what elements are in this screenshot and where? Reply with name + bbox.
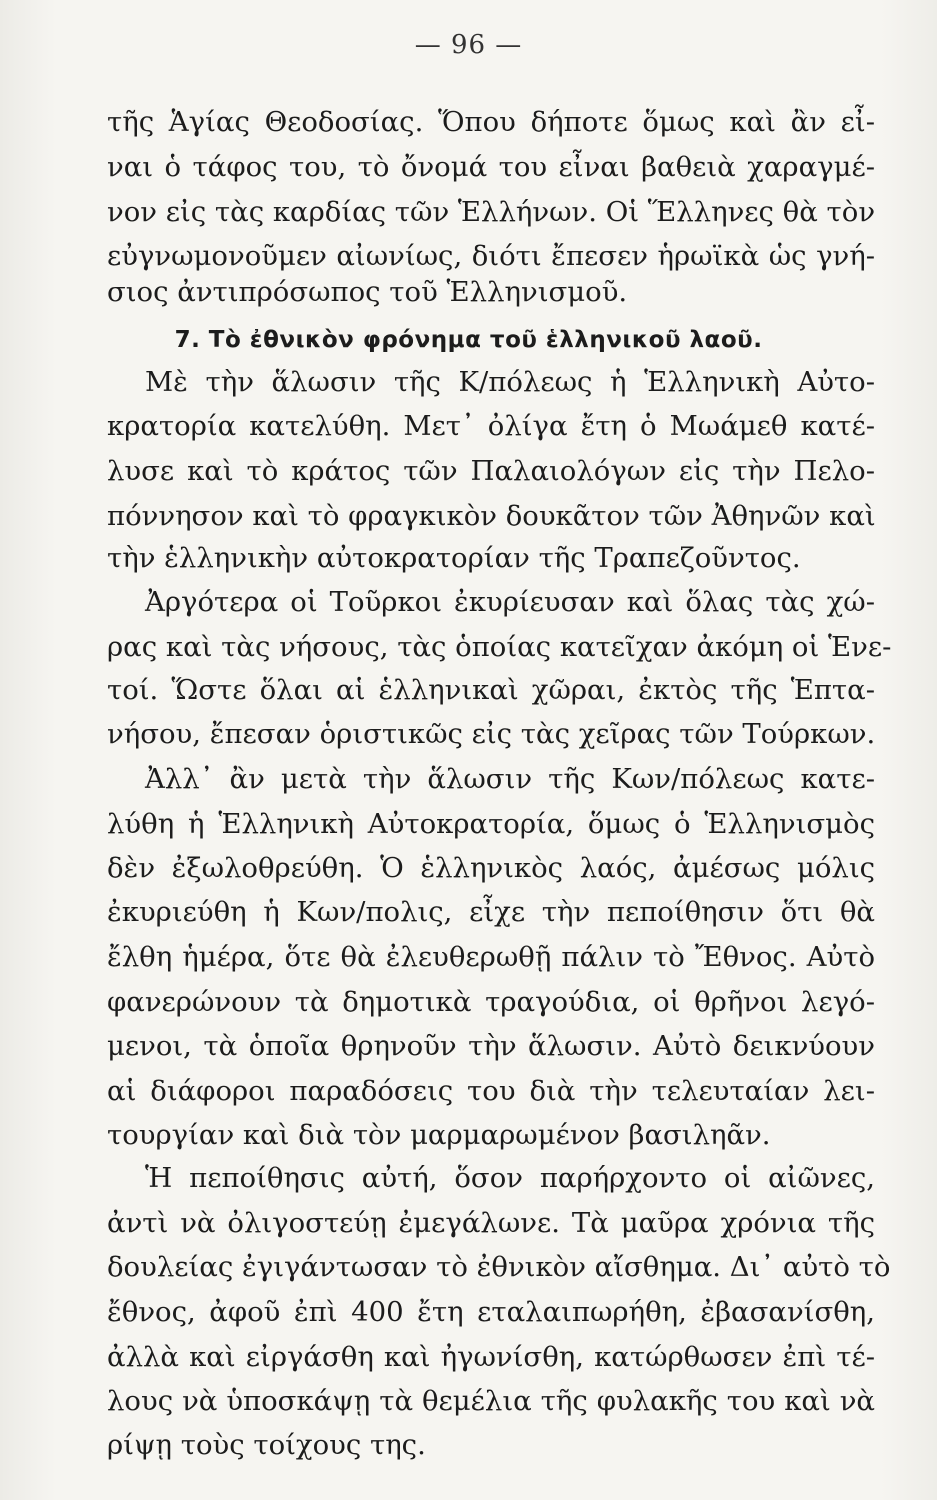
text-line: Ἀργότερα οἱ Τοῦρκοι ἐκυρίευσαν καὶ ὅλας τὰς χώ- — [145, 586, 875, 618]
text-line: λυσε καὶ τὸ κράτος τῶν Παλαιολόγων εἰς τὴν Πελο- — [107, 455, 875, 487]
text-line: νήσου, ἔπεσαν ὁριστικῶς εἰς τὰς χεῖρας τῶν Τούρκων. — [107, 718, 876, 750]
text-line: σιος ἀντιπρόσωπος τοῦ Ἑλληνισμοῦ. — [107, 276, 628, 308]
page-number: — 96 — — [414, 30, 523, 60]
text-line: ἔθνος, ἀφοῦ ἐπὶ 400 ἔτη εταλαιπωρήθη, ἐβασανίσθη, — [107, 1296, 875, 1328]
text-line: φανερώνουν τὰ δημοτικὰ τραγούδια, οἱ θρῆνοι λεγό- — [107, 986, 875, 1018]
text-line: ἔλθη ἡμέρα, ὅτε θὰ ἐλευθερωθῇ πάλιν τὸ Ἔθνος. Αὐτὸ — [107, 941, 875, 973]
text-line: Ἡ πεποίθησις αὐτή, ὅσον παρήρχοντο οἱ αἰῶνες, — [145, 1162, 875, 1194]
text-line: τὴν ἑλληνικὴν αὐτοκρατορίαν τῆς Τραπεζοῦντος. — [107, 542, 801, 574]
text-line: λους νὰ ὑποσκάψῃ τὰ θεμέλια τῆς φυλακῆς του καὶ νὰ — [107, 1385, 875, 1417]
text-line: ἀλλὰ καὶ εἰργάσθη καὶ ἠγωνίσθη, κατώρθωσεν ἐπὶ τέ- — [107, 1341, 875, 1373]
text-line: τουργίαν καὶ διὰ τὸν μαρμαρωμένον βασιληᾶν. — [107, 1119, 771, 1151]
text-line: ρας καὶ τὰς νήσους, τὰς ὁποίας κατεῖχαν ἀκόμη οἱ Ἑνε- — [107, 631, 892, 663]
text-line: δὲν ἐξωλοθρεύθη. Ὁ ἑλληνικὸς λαός, ἀμέσως μόλις — [107, 852, 875, 884]
text-line: τοί. Ὥστε ὅλαι αἱ ἑλληνικαὶ χῶραι, ἐκτὸς τῆς Ἑπτα- — [107, 674, 875, 706]
text-line: ναι ὁ τάφος του, τὸ ὄνομά του εἶναι βαθειὰ χαραγμέ- — [107, 151, 875, 183]
text-line: νον εἰς τὰς καρδίας τῶν Ἑλλήνων. Οἱ Ἕλληνες θὰ τὸν — [107, 196, 876, 228]
text-line: μενοι, τὰ ὁποῖα θρηνοῦν τὴν ἅλωσιν. Αὐτὸ δεικνύουν — [107, 1030, 875, 1062]
text-line: εὐγνωμονοῦμεν αἰωνίως, διότι ἔπεσεν ἡρωϊκὰ ὡς γνή- — [107, 240, 875, 272]
text-line: κρατορία κατελύθη. Μετ᾿ ὀλίγα ἔτη ὁ Μωάμεθ κατέ- — [107, 410, 875, 442]
text-line: Ἀλλ᾿ ἂν μετὰ τὴν ἅλωσιν τῆς Κων/πόλεως κατε- — [145, 763, 875, 795]
text-line: ἀντὶ νὰ ὀλιγοστεύῃ ἐμεγάλωνε. Τὰ μαῦρα χρόνια τῆς — [107, 1207, 875, 1239]
text-line: τῆς Ἁγίας Θεοδοσίας. Ὅπου δήποτε ὅμως καὶ ἂν εἶ- — [107, 106, 875, 138]
text-line: πόννησον καὶ τὸ φραγκικὸν δουκᾶτον τῶν Ἀθηνῶν καὶ — [107, 500, 876, 532]
text-line: αἱ διάφοροι παραδόσεις του διὰ τὴν τελευταίαν λει- — [107, 1075, 875, 1107]
text-line: ἐκυριεύθη ἡ Κων/πολις, εἶχε τὴν πεποίθησιν ὅτι θὰ — [107, 896, 875, 928]
text-line: λύθη ἡ Ἑλληνικὴ Αὐτοκρατορία, ὅμως ὁ Ἑλληνισμὸς — [107, 808, 875, 840]
text-line: ρίψῃ τοὺς τοίχους της. — [107, 1429, 426, 1461]
section-heading: 7. Τὸ ἐθνικὸν φρόνημα τοῦ ἑλληνικοῦ λαοῦ. — [174, 327, 763, 353]
text-line: δουλείας ἐγιγάντωσαν τὸ ἐθνικὸν αἴσθημα. Δι᾿ αὐτὸ τὸ — [107, 1251, 891, 1283]
text-line: Μὲ τὴν ἅλωσιν τῆς Κ/πόλεως ἡ Ἑλληνικὴ Αὐτο- — [145, 366, 875, 398]
